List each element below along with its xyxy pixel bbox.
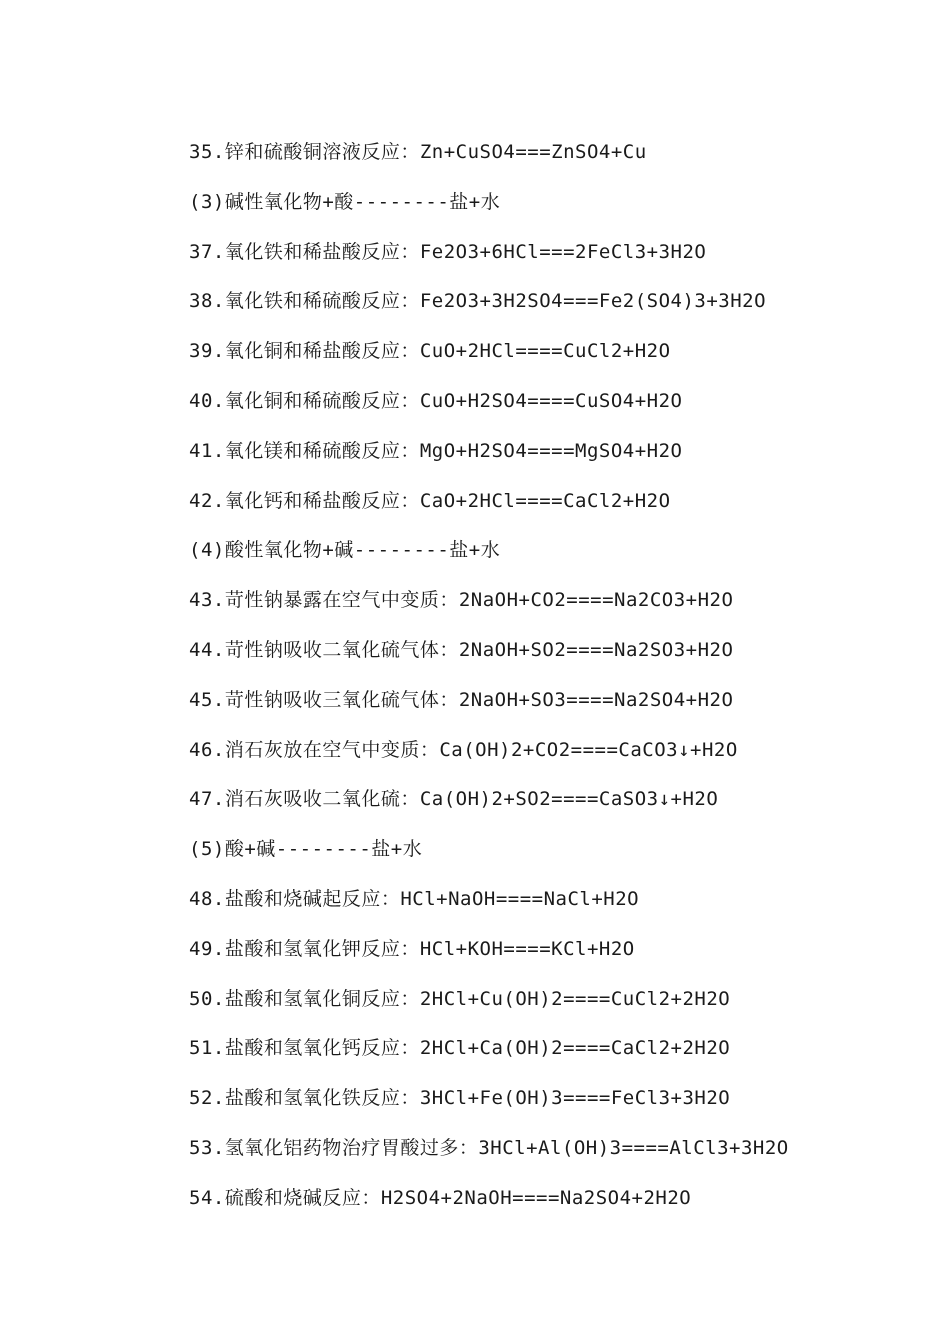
text-line-45: 45.苛性钠吸收三氧化硫气体：2NaOH+SO3====Na2SO4+H2O xyxy=(189,688,734,711)
text-line-52: 52.盐酸和氢氧化铁反应：3HCl+Fe(OH)3====FeCl3+3H2O xyxy=(189,1087,731,1110)
text-line-47: 47.消石灰吸收二氧化硫：Ca(OH)2+SO2====CaSO3↓+H2O xyxy=(189,788,719,811)
text-line-54: 54.硫酸和烧碱反应：H2SO4+2NaOH====Na2SO4+2H2O xyxy=(189,1186,692,1209)
text-line-44: 44.苛性钠吸收二氧化硫气体：2NaOH+SO2====Na2SO3+H2O xyxy=(189,638,734,661)
text-line-40: 40.氧化铜和稀硫酸反应：CuO+H2SO4====CuSO4+H2O xyxy=(189,389,683,412)
text-line-50: 50.盐酸和氢氧化铜反应：2HCl+Cu(OH)2====CuCl2+2H2O xyxy=(189,987,731,1010)
text-line-39: 39.氧化铜和稀盐酸反应：CuO+2HCl====CuCl2+H2O xyxy=(189,340,671,363)
text-line-38: 38.氧化铁和稀硫酸反应：Fe2O3+3H2SO4===Fe2(SO4)3+3H2O xyxy=(189,290,767,313)
section-heading-4: (4)酸性氧化物+碱--------盐+水 xyxy=(189,539,501,562)
text-line-46: 46.消石灰放在空气中变质：Ca(OH)2+CO2====CaCO3↓+H2O xyxy=(189,738,738,761)
text-line-53: 53.氢氧化铝药物治疗胃酸过多：3HCl+Al(OH)3====AlCl3+3H2O xyxy=(189,1136,789,1159)
text-line-43: 43.苛性钠暴露在空气中变质：2NaOH+CO2====Na2CO3+H2O xyxy=(189,589,734,612)
text-line-41: 41.氧化镁和稀硫酸反应：MgO+H2SO4====MgSO4+H2O xyxy=(189,439,683,462)
text-line-48: 48.盐酸和烧碱起反应：HCl+NaOH====NaCl+H2O xyxy=(189,887,640,910)
section-heading-3: (3)碱性氧化物+酸--------盐+水 xyxy=(189,190,501,213)
text-line-37: 37.氧化铁和稀盐酸反应：Fe2O3+6HCl===2FeCl3+3H2O xyxy=(189,240,707,263)
text-line-35: 35.锌和硫酸铜溶液反应：Zn+CuSO4===ZnSO4+Cu xyxy=(189,141,647,163)
equation-list xyxy=(189,138,929,1234)
section-heading-5: (5)酸+碱--------盐+水 xyxy=(189,838,423,861)
text-line-51: 51.盐酸和氢氧化钙反应：2HCl+Ca(OH)2====CaCl2+2H2O xyxy=(189,1037,731,1060)
text-line-42: 42.氧化钙和稀盐酸反应：CaO+2HCl====CaCl2+H2O xyxy=(189,489,671,512)
text-line-49: 49.盐酸和氢氧化钾反应：HCl+KOH====KCl+H2O xyxy=(189,937,635,960)
